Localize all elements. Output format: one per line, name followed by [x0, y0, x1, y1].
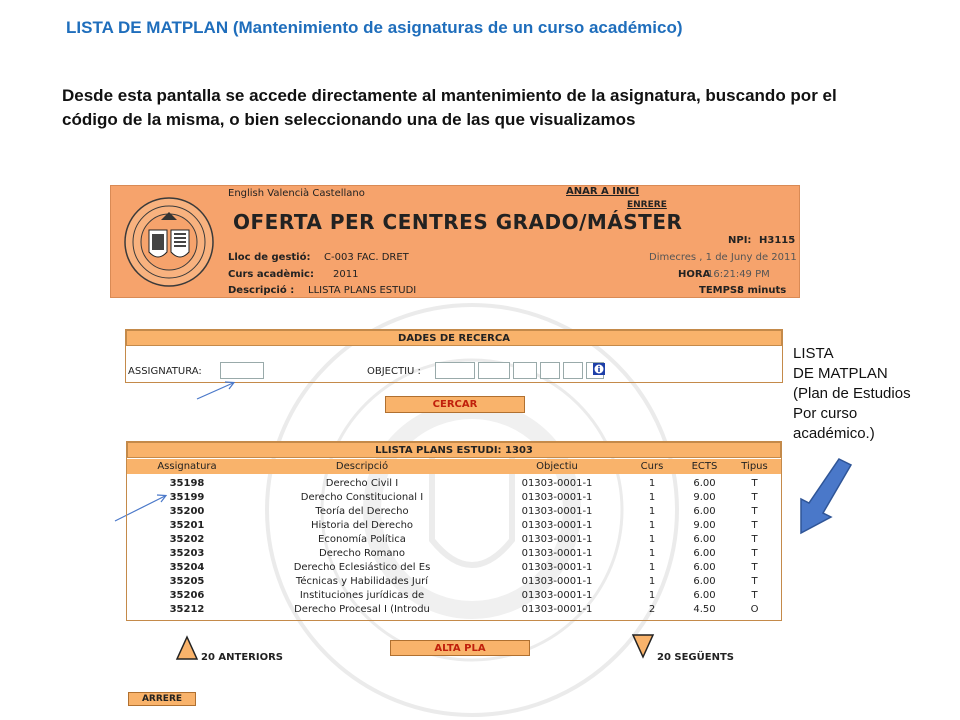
hora-value: 16:21:49 PM — [707, 269, 770, 280]
cell-ects: 6.00 — [693, 548, 716, 559]
university-crest-logo — [119, 196, 219, 288]
cell-descripcio: Derecho Constitucional I — [300, 492, 424, 503]
search-button[interactable]: CERCAR — [385, 396, 525, 413]
objectiu-input-5[interactable] — [563, 362, 583, 379]
objectiu-label: OBJECTIU : — [367, 366, 421, 377]
side-annotation-line: Por curso — [793, 405, 858, 422]
cell-curs: 1 — [648, 506, 656, 517]
cell-objectiu: 01303-0001-1 — [521, 562, 593, 573]
descripcio-value: LLISTA PLANS ESTUDI — [308, 285, 417, 296]
objectiu-input-3[interactable] — [513, 362, 537, 379]
annotation-arrow-icon — [195, 378, 240, 402]
side-annotation-line: LISTA — [793, 345, 834, 362]
side-annotation — [793, 344, 911, 444]
curs-label: Curs acadèmic: — [228, 269, 314, 280]
cell-assignatura[interactable]: 35206 — [169, 590, 205, 601]
cell-tipus: T — [751, 492, 758, 503]
cell-tipus: T — [751, 520, 758, 531]
table-row[interactable] — [127, 519, 781, 532]
cell-curs: 1 — [648, 576, 656, 587]
cell-curs: 1 — [648, 478, 656, 489]
npi-value: H3115 — [759, 235, 796, 246]
table-row[interactable] — [127, 505, 781, 518]
temps-label: TEMPS: — [699, 285, 742, 296]
cell-curs: 1 — [648, 562, 656, 573]
descripcio-label: Descripció : — [228, 285, 295, 296]
plans-list-title: LLISTA PLANS ESTUDI: 1303 — [127, 442, 781, 458]
column-header: Objectiu — [536, 461, 578, 472]
cell-objectiu: 01303-0001-1 — [521, 590, 593, 601]
cell-assignatura[interactable]: 35202 — [169, 534, 205, 545]
cell-ects: 4.50 — [693, 604, 716, 615]
cell-objectiu: 01303-0001-1 — [521, 506, 593, 517]
cell-ects: 6.00 — [693, 590, 716, 601]
next-page-arrow-icon[interactable] — [631, 633, 655, 659]
cell-tipus: T — [751, 548, 758, 559]
npi-label: NPI: — [728, 235, 752, 246]
previous-page-label[interactable]: 20 ANTERIORS — [201, 652, 283, 663]
cell-assignatura[interactable]: 35199 — [169, 492, 205, 503]
cell-ects: 6.00 — [693, 534, 716, 545]
language-selector[interactable]: English Valencià Castellano — [228, 188, 365, 199]
table-row[interactable] — [127, 603, 781, 616]
column-header: Assignatura — [157, 461, 217, 472]
cell-tipus: T — [751, 562, 758, 573]
cell-assignatura[interactable]: 35198 — [169, 478, 205, 489]
previous-page-arrow-icon[interactable] — [175, 635, 199, 661]
column-header: Curs — [640, 461, 664, 472]
cell-tipus: T — [751, 506, 758, 517]
intro-text: Desde esta pantalla se accede directamente al mantenimiento de la asignatura, buscando por el código de la misma, o bien seleccionando una de las que visualizamos — [62, 86, 837, 129]
cell-curs: 1 — [648, 548, 656, 559]
search-panel-header: DADES DE RECERCA — [126, 330, 782, 346]
cell-ects: 9.00 — [693, 492, 716, 503]
assignatura-label: ASSIGNATURA: — [128, 366, 202, 377]
cell-descripcio: Derecho Procesal I (Introdu — [294, 604, 430, 615]
table-row[interactable] — [127, 533, 781, 546]
cell-curs: 1 — [648, 590, 656, 601]
cell-objectiu: 01303-0001-1 — [521, 604, 593, 615]
cell-tipus: T — [751, 534, 758, 545]
table-row[interactable] — [127, 547, 781, 560]
cell-ects: 9.00 — [693, 520, 716, 531]
cell-objectiu: 01303-0001-1 — [521, 520, 593, 531]
cell-assignatura[interactable]: 35205 — [169, 576, 205, 587]
cell-assignatura[interactable]: 35204 — [169, 562, 205, 573]
cell-objectiu: 01303-0001-1 — [521, 548, 593, 559]
cell-tipus: T — [751, 576, 758, 587]
cell-curs: 1 — [648, 492, 656, 503]
cell-assignatura[interactable]: 35200 — [169, 506, 205, 517]
cell-descripcio: Instituciones jurídicas de — [299, 590, 425, 601]
column-header: Descripció — [335, 461, 389, 472]
curs-value: 2011 — [333, 269, 359, 280]
table-row[interactable] — [127, 561, 781, 574]
table-row[interactable] — [127, 575, 781, 588]
cell-ects: 6.00 — [693, 576, 716, 587]
cell-tipus: T — [751, 478, 758, 489]
alta-pla-button[interactable]: ALTA PLA — [390, 640, 530, 656]
table-row[interactable] — [127, 477, 781, 490]
lloc-value: C-003 FAC. DRET — [324, 252, 409, 263]
assignatura-input[interactable] — [220, 362, 264, 379]
app-header-banner — [110, 185, 800, 298]
cell-ects: 6.00 — [693, 506, 716, 517]
cell-descripcio: Derecho Romano — [319, 548, 405, 559]
home-link[interactable]: ANAR A INICI — [566, 186, 640, 197]
cell-objectiu: 01303-0001-1 — [521, 492, 593, 503]
cell-assignatura[interactable]: 35212 — [169, 604, 205, 615]
cell-assignatura[interactable]: 35203 — [169, 548, 205, 559]
table-row[interactable] — [127, 491, 781, 504]
cell-tipus: O — [750, 604, 759, 615]
plans-list-table — [126, 441, 782, 621]
lloc-label: Lloc de gestió: — [228, 252, 311, 263]
current-date: Dimecres , 1 de Juny de 2011 — [649, 252, 797, 263]
cell-descripcio: Técnicas y Habilidades Jurí — [295, 576, 429, 587]
cell-objectiu: 01303-0001-1 — [521, 576, 593, 587]
slide-title: LISTA DE MATPLAN (Mantenimiento de asignaturas de un curso académico) — [66, 18, 683, 37]
cell-curs: 2 — [648, 604, 656, 615]
cell-descripcio: Teoría del Derecho — [315, 506, 409, 517]
cell-curs: 1 — [648, 520, 656, 531]
back-link[interactable]: ENRERE — [627, 200, 667, 210]
cell-descripcio: Derecho Civil I — [325, 478, 399, 489]
cell-assignatura[interactable]: 35201 — [169, 520, 205, 531]
side-annotation-line: (Plan de Estudios — [793, 385, 911, 402]
cell-descripcio: Historia del Derecho — [310, 520, 414, 531]
table-header — [127, 459, 781, 474]
cell-tipus: T — [751, 590, 758, 601]
cell-ects: 6.00 — [693, 562, 716, 573]
next-page-label[interactable]: 20 SEGÜENTS — [657, 652, 734, 663]
objectiu-input-4[interactable] — [540, 362, 560, 379]
side-annotation-line: académico.) — [793, 425, 875, 442]
cell-objectiu: 01303-0001-1 — [521, 534, 593, 545]
info-icon[interactable] — [593, 363, 605, 375]
cell-ects: 6.00 — [693, 478, 716, 489]
objectiu-input-1[interactable] — [435, 362, 475, 379]
hora-label: HORA — [678, 269, 711, 280]
cell-descripcio: Derecho Eclesiástico del Es — [293, 562, 431, 573]
cell-curs: 1 — [648, 534, 656, 545]
back-button[interactable]: ARRERE — [128, 692, 196, 706]
page-title: OFERTA PER CENTRES GRADO/MÁSTER — [233, 210, 683, 234]
cell-descripcio: Economía Política — [318, 534, 406, 545]
table-row[interactable] — [127, 589, 781, 602]
temps-value: 8 minuts — [737, 285, 787, 296]
annotation-big-arrow-icon — [795, 455, 857, 537]
column-header: Tipus — [741, 461, 768, 472]
objectiu-input-2[interactable] — [478, 362, 510, 379]
column-header: ECTS — [691, 461, 718, 472]
search-panel — [125, 329, 783, 383]
cell-objectiu: 01303-0001-1 — [521, 478, 593, 489]
side-annotation-line: DE MATPLAN — [793, 365, 888, 382]
